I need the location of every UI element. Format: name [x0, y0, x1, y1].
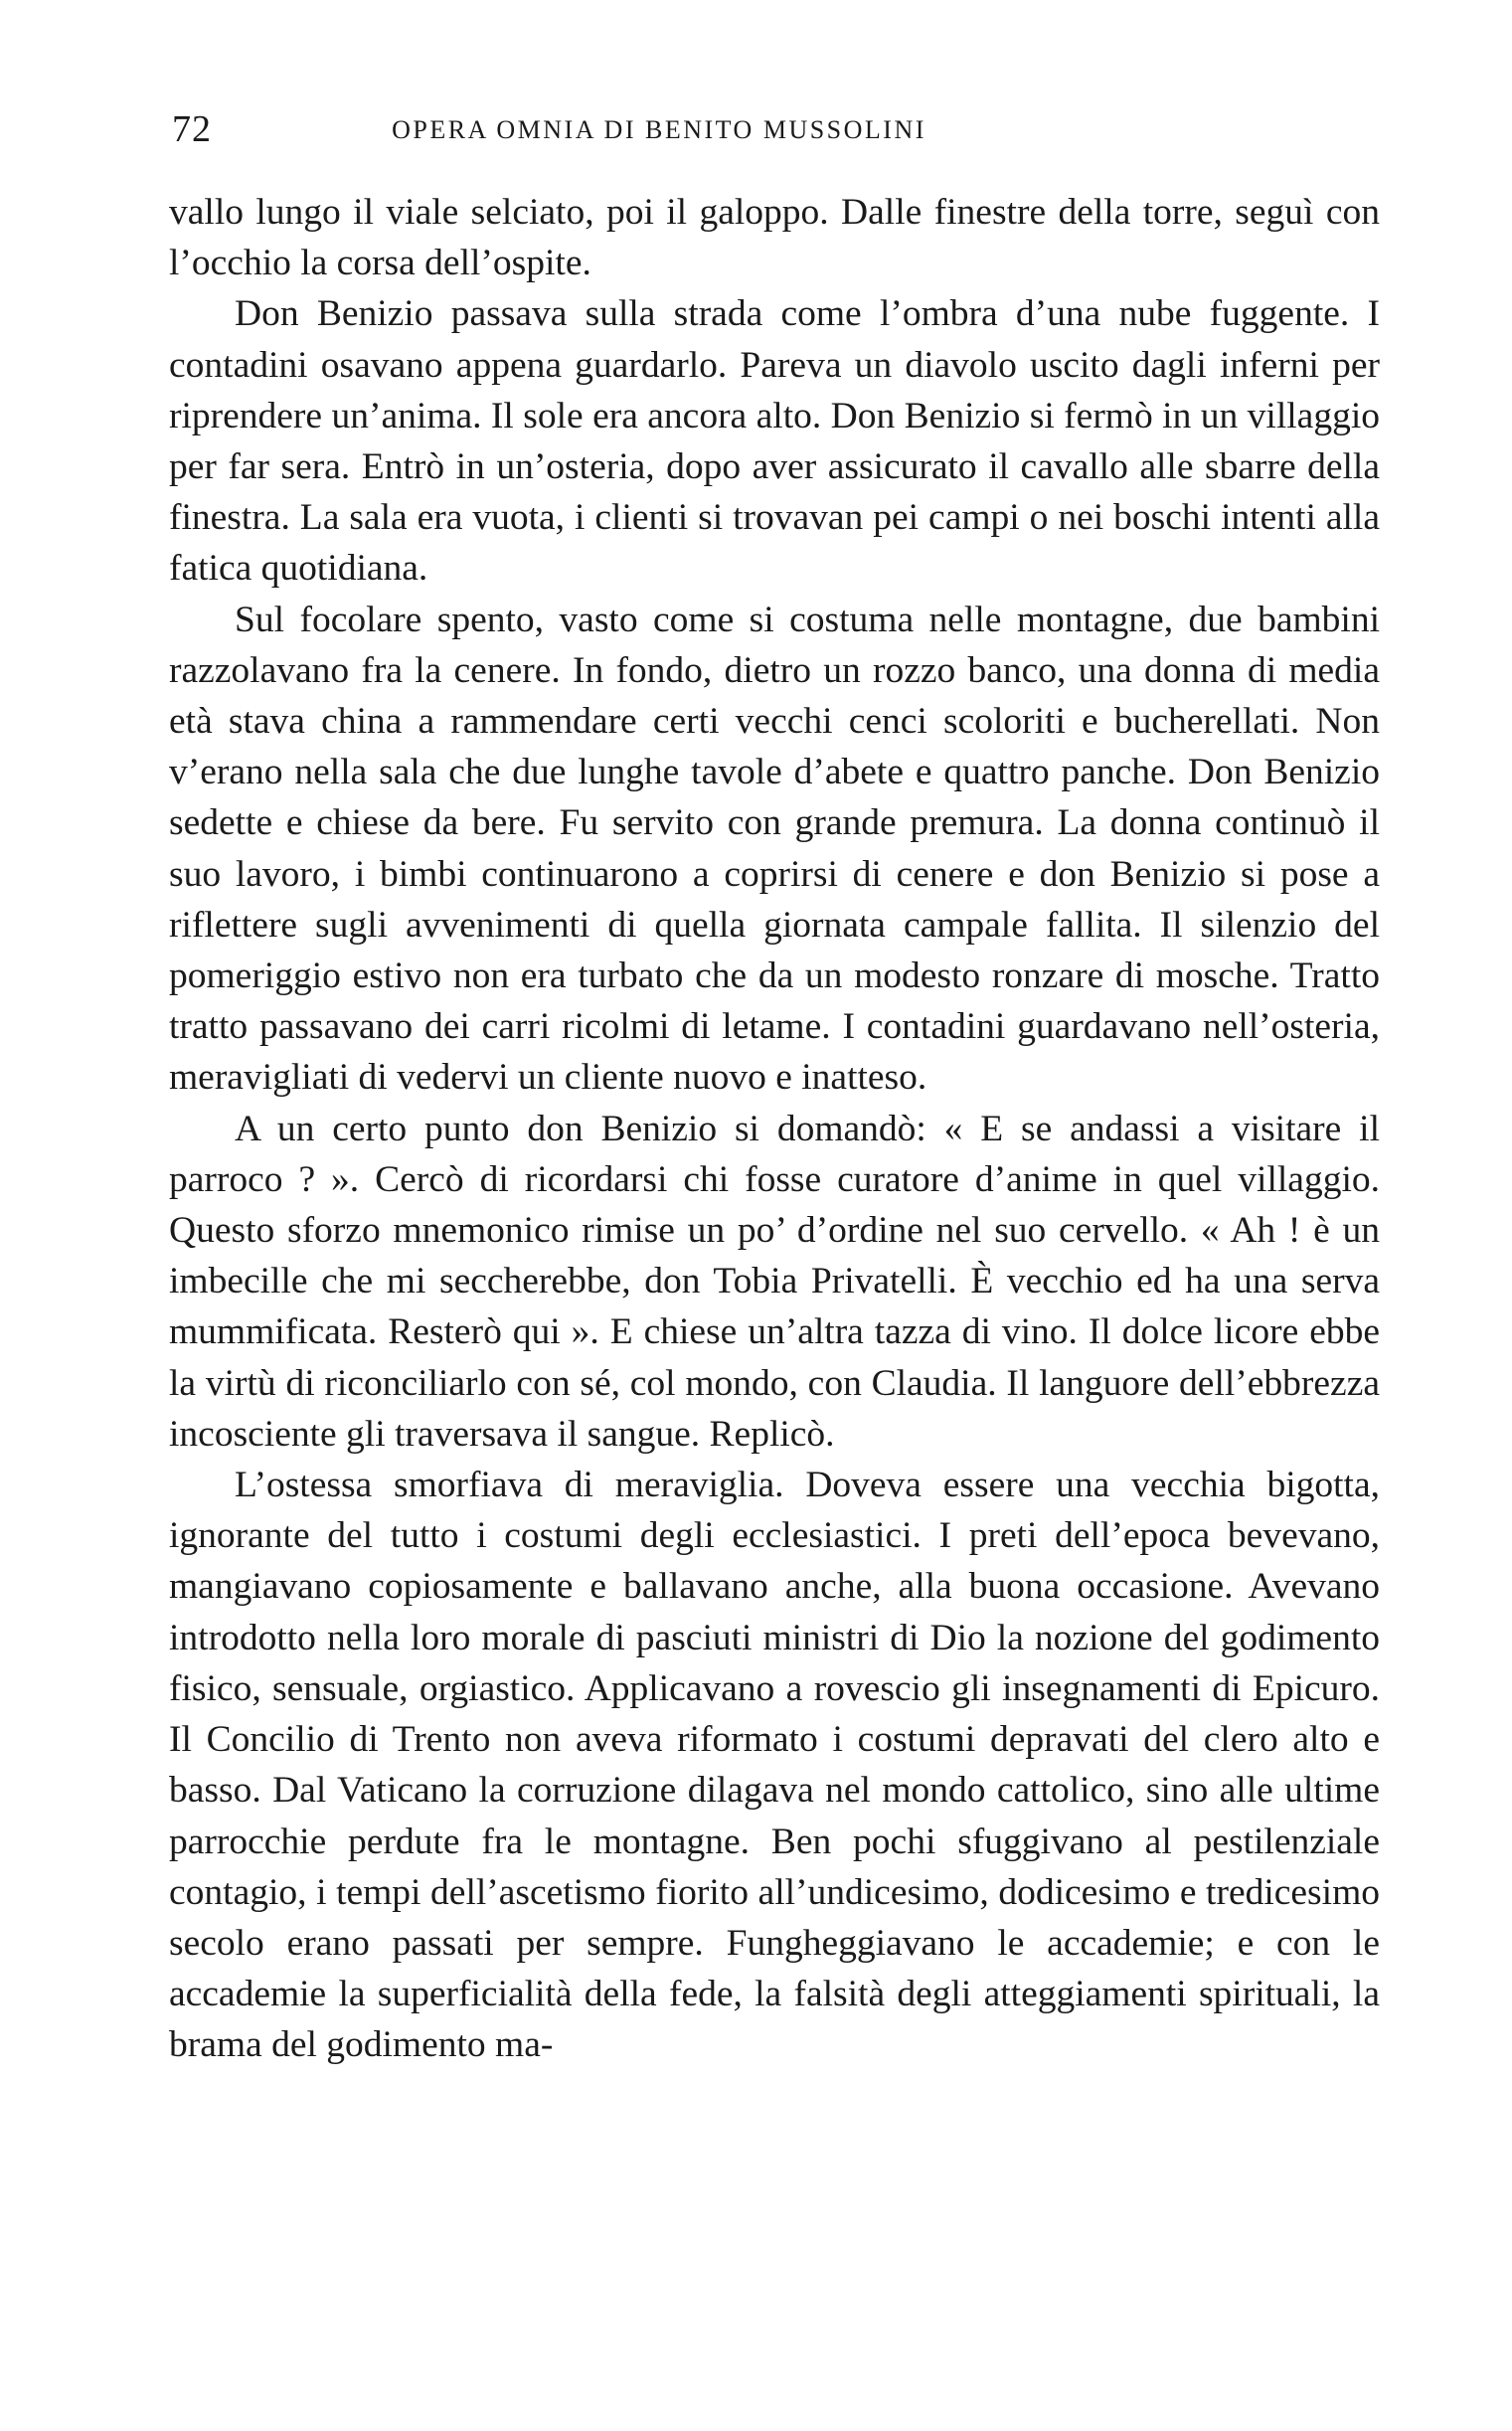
body-text	[169, 187, 1380, 2071]
paragraph-5: L’ostessa smorfiava di meraviglia. Doveva essere una vecchia bigotta, ignorante del tutto i costumi degli ecclesiastici. I preti dell’epoca bevevano, mangiavano copiosamente e ballavano anche, alla buona occasione. Avevano introdotto nella loro morale di pasciuti ministri di Dio la nozione del godimento fisico, sensuale, orgiastico. Applicavano a rovescio gli insegnamenti di Epicuro. Il Concilio di Trento non aveva riformato i costumi depravati del clero alto e basso. Dal Vaticano la corruzione dilagava nel mondo cattolico, sino alle ultime parrocchie perdute fra le montagne. Ben pochi sfuggivano al pestilenziale contagio, i tempi dell’ascetismo fiorito all’undicesimo, dodicesimo e tredicesimo secolo erano passati per sempre. Funghеggiavano le accademie; e con le accademie la superficialità della fede, la falsità degli atteggiamenti spirituali, la brama del godimento ma-	[169, 1465, 1380, 2066]
paragraph-4: A un certo punto don Benizio si domandò: « E se andassi a visitare il parroco ? ». Cercò di ricordarsi chi fosse curatore d’anime in quel villaggio. Questo sforzo mnemonico rimise un po’ d’ordine nel suo cervello. « Ah ! è un imbecille che mi seccherebbe, don Tobia Privatelli. È vecchio ed ha una serva mummificata. Resterò qui ». E chiese un’altra tazza di vino. Il dolce licore ebbe la virtù di riconciliarlo con sé, col mondo, con Claudia. Il languore dell’ebbrezza incosciente gli traversava il sangue. Replicò.	[169, 1108, 1380, 1455]
page-number: 72	[172, 108, 212, 150]
paragraph-2: Don Benizio passava sulla strada come l’ombra d’una nube fuggente. I contadini osavano appena guardarlo. Pareva un diavolo uscito dagli inferni per riprendere un’anima. Il sole era ancora alto. Don Benizio si fermò in un villaggio per far sera. Entrò in un’osteria, dopo aver assicurato il cavallo alle sbarre della finestra. La sala era vuota, i clienti si trovavan pei campi o nei boschi intenti alla fatica quotidiana.	[169, 293, 1380, 590]
running-head: OPERA OMNIA DI BENITO MUSSOLINI	[392, 115, 926, 144]
paragraph-1: vallo lungo il viale selciato, poi il galoppo. Dalle finestre della torre, seguì con l’occhio la corsa dell’ospite.	[169, 192, 1380, 284]
page-header	[172, 107, 1087, 167]
paragraph-3: Sul focolare spento, vasto come si costuma nelle montagne, due bambini razzolavano fra la cenere. In fondo, dietro un rozzo banco, una donna di media età stava china a rammendare certi vecchi cenci scoloriti e bucherellati. Non v’erano nella sala che due lunghe tavole d’abete e quattro panche. Don Benizio sedette e chiese da bere. Fu servito con grande premura. La donna continuò il suo lavoro, i bimbi continuarono a coprirsi di cenere e don Benizio si pose a riflettere sugli avvenimenti di quella giornata campale fallita. Il silenzio del pomeriggio estivo non era turbato che da un modesto ronzare di mosche. Tratto tratto passavano dei carri ricolmi di letame. I contadini guardavano nell’osteria, meravigliati di vedervi un cliente nuovo e inatteso.	[169, 599, 1380, 1099]
